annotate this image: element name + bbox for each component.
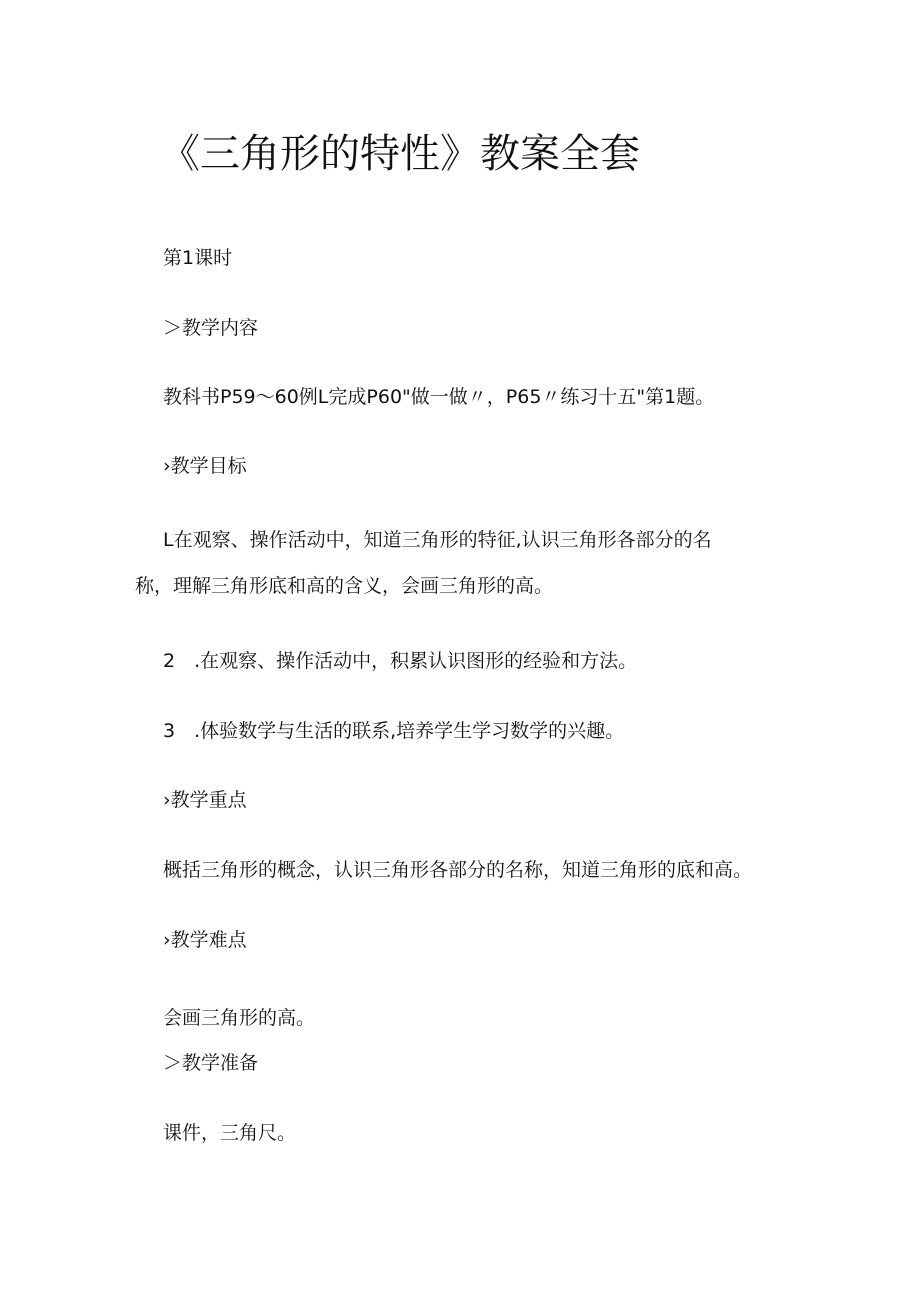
goal-2: 2 .在观察、操作活动中，积累认识图形的经验和方法。	[163, 650, 638, 672]
prep-text: 课件，三角尺。	[163, 1122, 297, 1144]
document-title: 《三角形的特性》教案全套	[160, 131, 640, 177]
goal-3: 3 .体验数学与生活的联系,培养学生学习数学的兴趣。	[163, 720, 625, 742]
difficulty-text: 会画三角形的高。	[163, 1007, 316, 1029]
section-heading-prep: ＞教学准备	[163, 1052, 259, 1074]
section-heading-content: ＞教学内容	[163, 317, 259, 339]
section-heading-goals: ›教学目标	[163, 455, 247, 477]
section-heading-difficulty: ›教学难点	[163, 929, 247, 951]
lesson-label: 第1课时	[163, 247, 233, 269]
content-text: 教科书P59〜60例L完成P60"做一做〃，P65〃练习十五"第1题。	[163, 386, 715, 408]
goal-1-line-1: L在观察、操作活动中，知道三角形的特征,认识三角形各部分的名	[163, 529, 712, 551]
goal-1-line-2: 称，理解三角形底和高的含义，会画三角形的高。	[135, 575, 554, 597]
section-heading-key: ›教学重点	[163, 789, 247, 811]
key-text: 概括三角形的概念，认识三角形各部分的名称，知道三角形的底和高。	[163, 859, 753, 881]
